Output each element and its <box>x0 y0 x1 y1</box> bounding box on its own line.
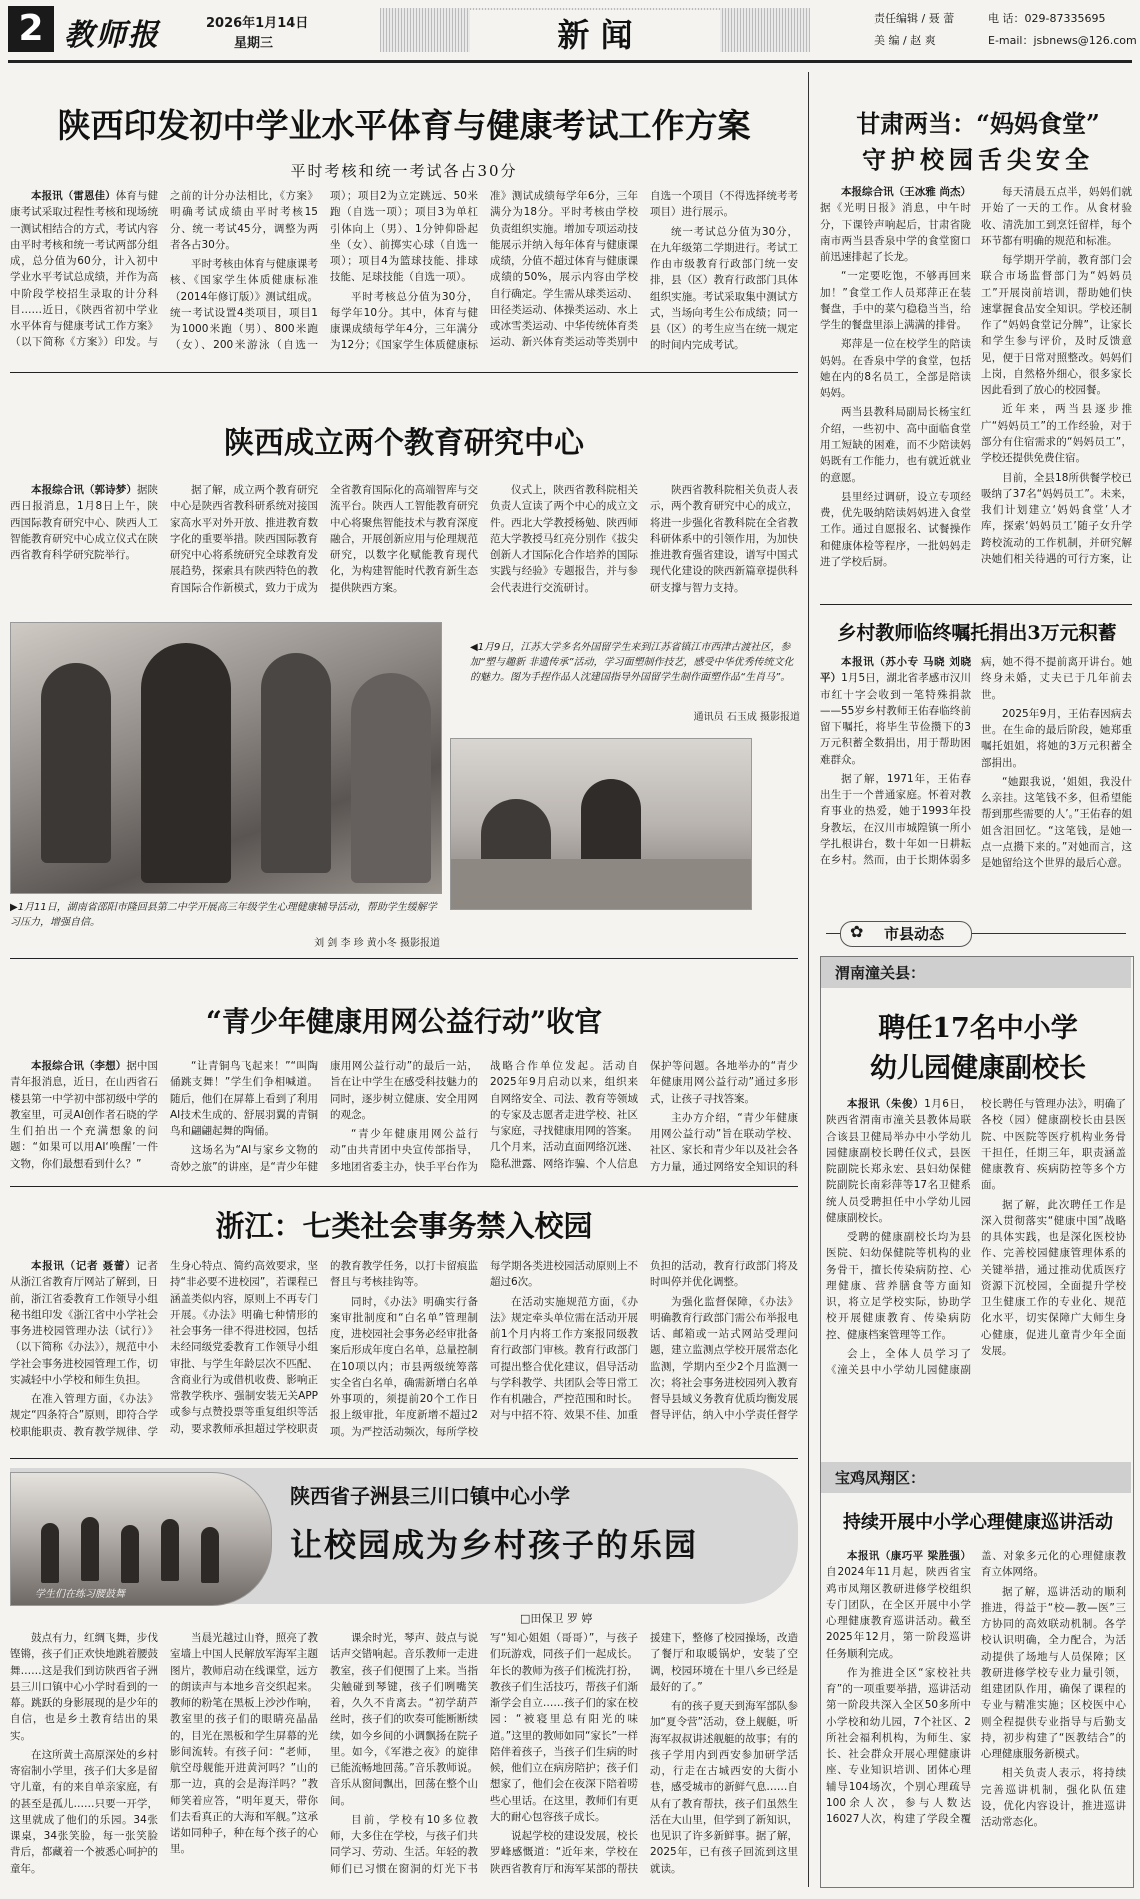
person-figure <box>351 673 431 883</box>
paragraph: 仪式上，陕西省教科院相关负责人宣读了两个中心的成立文件。西北大学教授杨勉、陕西师范大学教授马红亮分别作《拔尖创新人才国际化合作培养的国际实践与经验》专题报告，并与参会代表进行交流研讨。 <box>490 484 638 594</box>
phone: 电 话：029-87335695 <box>988 12 1106 25</box>
divider <box>10 958 798 959</box>
paragraph: 据了解，此次聘任工作是深入贯彻落实“健康中国”战略的具体实践，也是深化医校协作、完善校园健康管理体系的关键举措，通过推动优质医疗资源下沉校园，全面提升学校卫生健康工作的专业化、规范化水平，切实保障广大师生身心健康，促进儿童青少年全面发展。 <box>981 1198 1126 1357</box>
headline-rural-school: 让校园成为乡村孩子的乐园 <box>290 1526 699 1564</box>
article-healthy-internet-body <box>10 1058 798 1180</box>
paragraph: 平时考核总分值为30分，每学年10分。其中，体育与健康课成绩每学年4分，三年满分为12分；《国家学生体质健康标准》测试成绩每学年6分，三年满分为18分。平时考核由学校负责组织实施。增加专项运动技能展示并纳入每年体育与健康课成绩，分值不超过体育与健康课成绩的50%，展示内容由学校自行确定。学生需从球类运动、田径类运动、体操类运动、水上或冰雪类运动、中华传统体育类运动、新兴体育类运动等类别中自选一个项目（不得选择统考考项目）进行展示。 <box>330 190 798 352</box>
byline: 本报综合讯（郭诗梦） <box>31 484 137 496</box>
paragraph: “一定要吃饱，不够再回来加！”食堂工作人员郑萍正在装餐盘，手中的菜勺稳稳当当，给学生的餐盘里添上满满的排骨。 <box>820 270 971 332</box>
masthead-rule <box>8 60 1132 63</box>
photo-banner-text: 学生们在练习腰鼓舞 <box>35 1589 125 1600</box>
paragraph: 每天清晨五点半，妈妈们就开始了一天的工作。从食材验收、清洗加工到烹饪留样，每个环节都有明确的规范和标准。 <box>981 186 1132 247</box>
paragraph: 1月6日，陕西省渭南市潼关县教体局联合该县卫健局举办中小学幼儿园健康副校长聘任仪式，县医院副院长郑永宏、县妇幼保健院副院长南彩萍等17名卫健系统人员受聘担任中小学幼儿园健康副校长。 <box>826 1098 971 1224</box>
photo-counseling-activity <box>10 622 442 894</box>
designer-credit: 美 编 / 赵 爽 <box>874 34 936 47</box>
paragraph: 据陕西日报消息，1月8日上午，陕西国际教育研究中心、陕西人工智能教育研究中心成立仪式在陕西省教育科学研究院举行。 <box>10 484 159 562</box>
article-mom-canteen-body <box>820 184 1132 596</box>
paragraph: 据《光明日报》消息，中午时分，下课铃声响起后，甘肃省陇南市两当县香泉中学的食堂窗口前迅速排起了长龙。 <box>820 202 971 264</box>
paragraph: “青少年健康用网公益行动”由共青团中央宣传部指导，多地团省委主办，快手平台作为战略合作单位发起。活动自2025年9月启动以来，组织来自网络安全、司法、教育等领域的专家及志愿者走进学校、社区与家庭，寻找健康用网的答案。几个月来，活动直面网络沉迷、隐私泄露、网络诈骗、个人信息保护等问题。各地举办的“青少年健康用网公益行动”通过多形式，让孩子寻找答案。 <box>330 1060 798 1173</box>
byline: 本报讯（记者 聂蕾） <box>31 1260 137 1272</box>
paragraph: 据中国青年报消息，近日，在山西省石楼县第一中学初中部初级中学的教室里，可灵AI创作者石晓的学生们拍出一个充满想象的问题：“如果可以用AI‘唤醒’一件文物，你们最想看到什么？” <box>10 1060 159 1170</box>
photo-waist-drum-dance <box>10 1472 272 1606</box>
byline: 本报讯（朱俊） <box>847 1098 925 1110</box>
county-news-header <box>826 918 1126 948</box>
article-zhejiang-ban-body <box>10 1258 798 1448</box>
paragraph: 平时考核由体育与健康课考核、《国家学生体质健康标准（2014年修订版）》测试组成。统一考试设置4类项目，项目1为1000米跑（男）、800米跑（女）、200米游泳（自选一项）；项目2为立定跳远、50米跑（自选一项）；项目3为单杠引体向上（男）、1分钟仰卧起坐（女）、前掷实心球（自选一项）；项目4为篮球技能、排球技能、足球技能（自选一项）。 <box>170 190 478 352</box>
divider <box>10 372 798 373</box>
paragraph: 受聘的健康副校长均为县医院、妇幼保健院等机构的业务骨干，擅长传染病防控、心理健康、营养膳食等方面知识，将立足学校实际，协助学校开展健康教育、传染病防控、健康档案管理等工作。 <box>826 1231 971 1341</box>
paragraph: “她跟我说，‘姐姐，我没什么亲挂。这笔钱不多，但希望能帮到那些需要的人’。”王佑春的姐姐含泪回忆。“这笔钱，是她一点一点攒下来的。”对她而言，这是她留给这个世界的最后心意。 <box>981 775 1132 870</box>
paragraph: 鼓点有力，红绸飞舞，步伐铿锵，孩子们正欢快地跳着腰鼓舞……这是我们到访陕西省子洲县三川口镇中心小学时看到的一幕。跳跃的身影展现的是少年的自信，也是乡土教育结出的果实。 <box>10 1632 158 1742</box>
paragraph: 这场名为“AI与家乡文物的奇妙之旅”的讲座，是“青少年健康用网公益行动”的最后一站，旨在让中学生在感受科技魅力的同时，逐步树立健康、安全用网的观念。 <box>170 1060 478 1173</box>
issue-date: 2026年1月14日 <box>206 16 309 31</box>
headline-mom-canteen-2: 守护校园舌尖安全 <box>862 145 1094 174</box>
dancer-figure <box>81 1517 99 1581</box>
paragraph: 据了解，巡讲活动的顺利推进，得益于“校—教—医”三方协同的高效联动机制。各学校认识明确，全力配合，为活动提供了场地与人员保障；区教研进修学校专业力量引领，组建团队作用，确保了课程的专业与精准实施；区校医中心则全程提供专业指导与后勤支持，初步构建了“医教结合”的心理健康服务新模式。 <box>981 1585 1126 1761</box>
subhead-pe-exam: 平时考核和统一考试各占30分 <box>290 162 518 180</box>
dancer-figure <box>161 1519 179 1581</box>
feature-kicker: 陕西省子洲县三川口镇中心小学 <box>290 1484 570 1508</box>
paragraph: 会上，全体人员学习了《潼关县中小学幼儿园健康副校长聘任与管理办法》，明确了各校（园）健康副校长由县医院、中医院等医疗机构业务骨干担任，任期三年，职责涵盖健康教育、疾病防控等多个方面。 <box>826 1098 1126 1377</box>
headline-health-principal-2: 幼儿园健康副校长 <box>870 1053 1086 1084</box>
divider <box>10 1458 798 1459</box>
byline: 本报讯（苏小专 马晓 刘晓平） <box>820 656 971 685</box>
region-tag-fengxiang: 宝鸡凤翔区： <box>821 1462 1131 1493</box>
paragraph: 为强化监督保障，《办法》明确教育行政部门需公布举报电话、邮箱或一站式网站受理问题，建立监测点学校开展常态化监测，学期内至少2个月监测一次；将社会事务进校园列入教育督导县域义务教育优质均衡发展督导评估，纳入中小学责任督学 <box>650 1295 798 1422</box>
dancer-figure <box>121 1525 139 1583</box>
paragraph: 在准入管理方面，《办法》规定“四条符合”原则，即符合学校职能职责、教育教学规律、学生身心特点、简约高效要求，坚持“非必要不进校园”，若课程已涵盖类似内容，原则上不再专门开展。《办法》明确七种情形的社会事务一律不得进校园，包括未经同级党委教育工作领导小组审批、与学生年龄层次不匹配、含商业行为或借机收费、影响正常教学秩序、强制安装无关APP或参与点赞投票等重复组织等活动，要求教师承担超过学校职责的教育教学任务，以打卡留痕监督且与考核挂钩等。 <box>10 1260 478 1438</box>
paragraph: 县里经过调研，设立专项经费，优先吸纳陪读妈妈进入食堂工作。通过自愿报名、试餐操作和健康体检等程序，一批妈妈走进了学校后厨。 <box>820 490 971 568</box>
paragraph: 2025年9月，王佑春因病去世。在生命的最后阶段，她郑重嘱托姐姐，将她的3万元积蓄全部捐出。 <box>981 707 1132 769</box>
article-health-principal-body <box>826 1096 1126 1452</box>
article-research-centers-body <box>10 482 798 612</box>
paragraph: 在这所黄土高原深处的乡村寄宿制小学里，孩子们大多是留守儿童，有的来自单亲家庭，有的甚至是孤儿……只要一开学，这里就成了他们的乐园。34张课桌，34张笑脸，每一张笑脸背后，都藏着一个被悉心呵护的童年。 <box>10 1748 158 1875</box>
divider <box>10 1186 798 1187</box>
page-number: 2 <box>8 6 54 52</box>
person-figure <box>141 643 231 883</box>
article-mental-health-body <box>826 1548 1126 1880</box>
headline-mom-canteen-1: 甘肃两当：“妈妈食堂” <box>856 109 1100 138</box>
paragraph: 作为推进全区“家校社共育”的一项重要举措，巡讲活动第一阶段共深入全区50多所中小学校和幼儿园，7个社区、2所社会福利机构，为师生、家长、社会群众开展心理健康讲座、专业知识培训、团体心理辅导104场次，个别心理疏导100余人次，参与人数达16027人次，构建了学段全覆盖、对象多元化的心理健康教育立体网络。 <box>826 1550 1126 1826</box>
feature-credit: □田保卫 罗 婷 <box>520 1612 593 1625</box>
credit-counseling: 刘 剑 李 珍 黄小冬 摄影报道 <box>314 938 440 949</box>
paragraph: “让青铜鸟飞起来！”“叫陶俑跳支舞！”学生们争相喊道。随后，他们在屏幕上看到了利用AI技术生成的、舒展羽翼的青铜鸟和翩翩起舞的陶俑。 <box>170 1060 318 1138</box>
paragraph: 主办方介绍，“青少年健康用网公益行动”旨在联动学校、社区、家长和青少年以及社会各方力量，通过网络安全知识的科 <box>650 1111 798 1173</box>
masthead <box>0 0 1140 58</box>
county-news-title: 市县动态 <box>884 925 945 943</box>
paragraph: 说起学校的建设发展，校长罗峰感慨道：“近年来，学校在陕西省教育厅和海军某部的帮扶援建下，整修了校园操场，改造了餐厅和取暖锅炉，安装了空调，校园环境在十里八乡已经是最好的了。” <box>490 1632 798 1875</box>
article-teacher-donation-body <box>820 654 1132 890</box>
paragraph: 当晨光越过山脊，照亮了教室墙上中国人民解放军海军主题图片，教师启动在线课堂，远方的朗读声与本地乡音交织起来。教师的粉笔在黑板上沙沙作响，教室里的孩子们的眼睛亮晶晶的，目光在黑板和学生屏幕的光影间流转。有孩子问：“老师，航空母舰能开进黄河吗？”山的那一边，真的会是海洋吗？”教师笑着应答，“明年夏天，带你们去看真正的大海和军舰。”这承诺如同种子，种在每个孩子的心里。 <box>170 1632 318 1856</box>
byline: 本报综合讯（王冰雅 尚杰） <box>841 186 971 198</box>
headline-healthy-internet: “青少年健康用网公益行动”收官 <box>205 1005 603 1038</box>
byline: 本报讯（康巧平 梁胜强） <box>847 1550 971 1562</box>
paragraph: 记者从浙江省教育厅网站了解到，日前，浙江省委教育工作领导小组秘书组印发《浙江省中小学社会事务进校园管理办法（试行）》（以下简称《办法》），规范中小学社会事务进校园管理工作，切实减轻中小学校和师生负担。 <box>10 1260 159 1386</box>
paragraph: 目前，全县18所供餐学校已吸纳了37名“妈妈员工”。未来，我们计划建立‘妈妈食堂’人才库，探索‘妈妈员工’随子女升学跨校流动的工作机制，并研究解决她们相关待遇的可行方案，让 <box>981 471 1132 565</box>
byline: 本报综合讯（李想） <box>31 1060 127 1072</box>
paragraph: 每学期开学前，教育部门会联合市场监督部门为“妈妈员工”开展岗前培训，帮助她们快速掌握食品安全知识。学校还制作了“妈妈食堂记分牌”，让家长和学生参与评价，及时反馈意见，便于日常对照整改。妈妈们上岗，自然格外细心，很多家长因此看到了放心的校园餐。 <box>981 254 1132 397</box>
paragraph: 近年来，两当县逐步推广“妈妈员工”的工作经验，对于部分有住宿需求的“妈妈员工”，学校还提供免费住宿。 <box>981 403 1132 465</box>
dancer-figure <box>41 1523 59 1583</box>
caption-counseling: ▶1月11日，湖南省邵阳市隆回县第二中学开展高三年级学生心理健康辅导活动，帮助学生缓解学习压力，增强自信。 <box>10 902 437 928</box>
issue-weekday: 星期三 <box>234 36 274 51</box>
headline-research-centers: 陕西成立两个教育研究中心 <box>224 426 584 461</box>
credit-dough-craft: 通讯员 石玉成 摄影报道 <box>693 712 800 723</box>
paragraph: 郑萍是一位在校学生的陪读妈妈。在香泉中学的食堂，包括她在内的8名员工，全部是陪读妈妈。 <box>820 338 971 400</box>
paragraph: 1月5日，湖北省孝感市汉川市红十字会收到一笔特殊捐款——55岁乡村教师王佑春临终前留下嘱托，将毕生节俭攒下的3万元积蓄全数捐出，用于帮助困难群众。 <box>820 672 971 766</box>
paragraph: 据了解，成立两个教育研究中心是陕西省教科研系统对接国家高水平对外开放、推进教育数字化的重要举措。陕西国际教育研究中心将系统研究全球教育发展趋势，探索具有陕西特色的教育国际合作新模式，致力于成为全省教育国际化的高端智库与交流平台。陕西人工智能教育研究中心将聚焦智能技术与教育深度融合，开展创新应用与伦理规范研究，以数字化赋能教育现代化，为构建智能时代教育新生态提供陕西方案。 <box>170 484 478 594</box>
photo-dough-craft <box>450 738 752 910</box>
article-pe-exam-body <box>10 188 798 363</box>
paragraph: 有的孩子夏天到海军部队参加“夏令营”活动，登上舰艇，听海军叔叔讲述舰艇的故事；有的孩子学用内到西安参加研学活动，行走在古城西安的大街小巷，感受城市的新鲜气息……自从有了教育帮扶，孩子们虽然生活在大山里，但学到了新知识，也见识了许多新鲜事。据了解，2025年，已有孩子回流到这里就读。 <box>650 1700 798 1875</box>
byline: 本报讯（雷恩佳） <box>31 190 116 202</box>
headline-mental-health: 持续开展中小学心理健康巡讲活动 <box>843 1512 1113 1533</box>
paper-name: 教师报 <box>64 18 160 53</box>
headline-teacher-donation: 乡村教师临终嘱托捐出3万元积蓄 <box>837 622 1117 644</box>
editor-credit: 责任编辑 / 聂 蕾 <box>874 12 955 25</box>
paragraph: 据了解，1971年，王佑春出生于一个普通家庭。怀着对教育事业的热爱，她于1993年投身教坛，在汉川市城隍镇一所小学扎根讲台，数十年如一日耕耘在乡村。然而，由于长期体弱多病，她不得不提前离开讲台。她终身未婚，丈夫已于几年前去世。 <box>820 656 1132 867</box>
paragraph: 课余时光，琴声、鼓点与说话声交错响起。音乐教师一走进教室，孩子们便围了上来。当指尖触碰到琴键，孩子们咧嘴笑着，久久不肯离去。“初学葫芦丝时，孩子们的吹奏可能断断续续，如今乡间的小调飘扬在院子里。如今，《军港之夜》的旋律已能流畅地回荡。”音乐教师说。音乐从窗间飘出，回荡在整个山间。 <box>330 1632 478 1807</box>
headline-pe-exam: 陕西印发初中学业水平体育与健康考试工作方案 <box>57 106 751 145</box>
headline-zhejiang-ban: 浙江：七类社会事务禁入校园 <box>215 1209 593 1243</box>
paragraph: 同时，《办法》明确实行备案审批制度和“白名单”管理制度，进校园社会事务必经审批备案后形成年度白名单，总量控制在10项以内；市县两级统筹落实全省白名单，确需新增白名单外事项的，须提前20个工作日报上级审批，年度新增不超过2项。为严控活动频次，每所学校每学期各类进校园活动原则上不超过6次。 <box>330 1260 638 1438</box>
person-figure <box>41 663 111 863</box>
paragraph: 体育与健康考试采取过程性考核和现场统一测试相结合的方式，考试内容由平时考核和统一考试两部分组成，总分值为60分，计入初中学业水平考试总成绩，并作为高中阶段学校招生录取的计分科目……近日，《陕西省初中学业水平体育与健康考试工作方案》（以下简称《方案》）印发。与之前的计分办法相比，《方案》明确考试成绩由平时考核15分、统一考试45分，调整为两者各占30分。 <box>10 190 318 349</box>
paragraph: 在活动实施规范方面，《办法》规定牵头单位需在活动开展前1个月内将工作方案报同级教育行政部门审核。教育行政部门可提出整合优化建议，倡导活动与学科教学、共团队会等日常工作有机融合，严控范围和时长。对与中招不符、效果不佳、加重负担的活动，教育行政部门将及时叫停并优化调整。 <box>490 1260 798 1422</box>
paragraph: 统一考试总分值为30分，在九年级第二学期进行。考试工作由市级教育行政部门统一安排，县（区）教育行政部门具体组织实施。考试采取集中测试方式，当场向考生公布成绩；同一县（区）的考生应当在统一规定的时间内完成考试。 <box>650 225 798 352</box>
paragraph: 两当县教科局副局长杨宝红介绍，一些初中、高中面临食堂用工短缺的困难，而不少陪读妈妈既有工作能力，也有就近就业的意愿。 <box>820 406 971 484</box>
article-rural-school-body <box>10 1630 798 1892</box>
paragraph: 自2024年11月起，陕西省宝鸡市凤翔区教研进修学校组织专门团队，在全区开展中小学心理健康教育巡讲活动。截至2025年12月，第一阶段巡讲任务顺利完成。 <box>826 1566 971 1660</box>
region-tag-tongguan: 渭南潼关县： <box>821 957 1131 988</box>
paragraph: 陕西省教科院相关负责人表示，两个教育研究中心的成立，将进一步强化省教科院在全省教科研体系中的引领作用，为加快推进教育强省建设，谱写中国式现代化建设的陕西新篇章提供科研支撑与智力支持。 <box>650 484 798 594</box>
table <box>451 859 751 909</box>
headline-health-principal-1: 聘任17名中小学 <box>878 1013 1078 1044</box>
email: E-mail：jsbnews@126.com <box>988 34 1137 47</box>
person-figure <box>261 653 331 873</box>
paragraph: 相关负责人表示，将持续完善巡讲机制，强化队伍建设，优化内容设计，推进巡讲活动常态化。 <box>981 1767 1126 1829</box>
paragraph: 目前，学校有10多位教师，大多住在学校，与孩子们共同学习、劳动、生活。年轻的教师们已习惯在窗洞的灯光下书写“知心姐姐（哥哥）”，与孩子们玩游戏，同孩子们一起成长。年长的教师为孩子们梳洗打扮，教孩子们生活技巧，帮孩子们渐渐学会自立……孩子们的家在校园：“被寝里总有阳光的味道。”这里的教师如同“家长”一样陪伴着孩子，当孩子们生病的时候，他们立在病房陪护；孩子们想家了，他们会在夜深下陪着唠些心里话。在这里，教师们有更大的耐心包容孩子成长。 <box>330 1632 638 1875</box>
divider <box>820 604 1132 605</box>
column-separator <box>808 72 809 1887</box>
flower-ornament-icon: ✿ <box>850 922 864 941</box>
section-title: 新 闻 <box>470 10 720 56</box>
dancer-figure <box>201 1527 219 1583</box>
caption-dough-craft: ◀1月9日，江苏大学多名外国留学生来到江苏省镇江市西津古渡社区，参加“塑与趣新 非遗传承”活动，学习面塑制作技艺，感受中华优秀传统文化的魅力。图为手捏作品人沈建国指导外国留学生制作面塑作品“生肖马”。 <box>470 642 794 683</box>
